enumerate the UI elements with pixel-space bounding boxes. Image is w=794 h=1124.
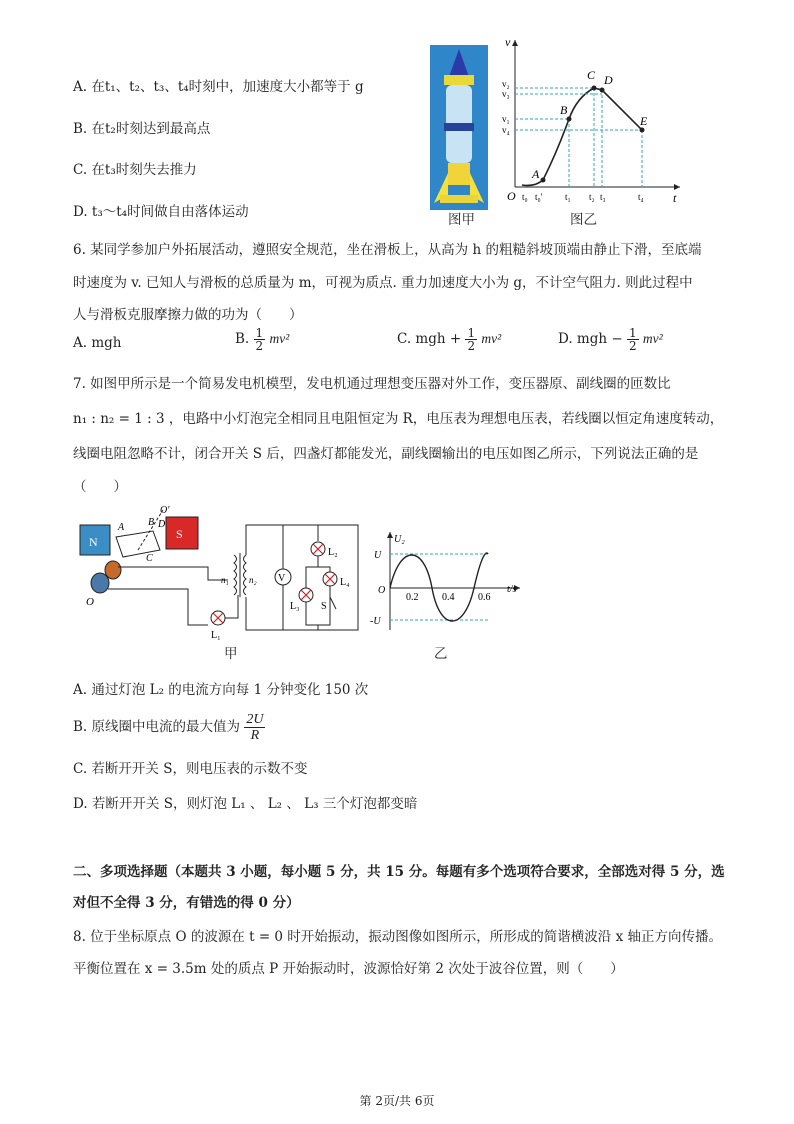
- q8-stem-2: 平衡位置在 x = 3.5m 处的质点 P 开始振动时，波源恰好第 2 次处于波谷位置，则（ ）: [73, 961, 624, 977]
- svg-text:S: S: [176, 527, 183, 541]
- q6-stem-3: 人与滑板克服摩擦力做的功为（ ）: [73, 307, 303, 323]
- q5-option-a: A. 在t₁、t₂、t₃、t₄时刻中，加速度大小都等于 g: [73, 79, 364, 95]
- wave-origin: O: [378, 585, 386, 596]
- svg-text:A: A: [118, 522, 125, 533]
- svg-text:L₃: L₃: [290, 601, 300, 612]
- wave-axis-y: U₂: [394, 534, 405, 545]
- tick-u: U: [374, 550, 382, 561]
- rocket-bottle-photo: [430, 45, 488, 210]
- q5-option-d: D. t₃～t₄时间做自由落体运动: [73, 204, 249, 220]
- axis-t-label: t: [673, 191, 677, 205]
- tick-t2: t₂: [589, 192, 595, 202]
- svg-text:D: D: [158, 519, 166, 530]
- svg-text:V: V: [278, 573, 286, 584]
- svg-text:O: O: [86, 596, 94, 608]
- page-footer: 第 2页/共 6页: [359, 1094, 435, 1108]
- tick-v3: v₃: [502, 89, 510, 99]
- tick-t3: t₃: [600, 192, 606, 202]
- wave-axis-x: t/s: [507, 584, 517, 595]
- tick-t1: t₁: [565, 192, 571, 202]
- svg-text:C: C: [146, 553, 153, 564]
- svg-text:n₁: n₁: [221, 575, 229, 585]
- svg-text:N: N: [89, 535, 98, 549]
- fig-yi-caption: 图乙: [570, 212, 597, 228]
- q7-stem-1: 7. 如图甲所示是一个简易发电机模型，发电机通过理想变压器对外工作，变压器原、副线圈的匝数比: [73, 376, 671, 392]
- point-e: E: [640, 114, 648, 128]
- generator-circuit-diagram: [78, 505, 368, 655]
- secondary-voltage-graph: [370, 530, 530, 640]
- section2-title-1: 二、多项选择题（本题共 3 小题，每小题 5 分，共 15 分。每题有多个选项符合要求，全部选对得 5 分，选: [73, 864, 725, 880]
- q7-option-d: D. 若断开开关 S，则灯泡 L₁ 、 L₂ 、 L₃ 三个灯泡都变暗: [73, 796, 418, 812]
- svg-text:B: B: [148, 517, 155, 528]
- point-b: B: [560, 103, 568, 117]
- q7-stem-2: n₁ : n₂ = 1 : 3 ，电路中小灯泡完全相同且电阻恒定为 R，电压表为理想电压表，若线圈以恒定角速度转动，: [73, 411, 724, 427]
- svg-text:L₄: L₄: [340, 577, 350, 588]
- tick-0-2: 0.2: [406, 592, 419, 603]
- q6-stem-1: 6. 某同学参加户外拓展活动，遵照安全规范，坐在滑板上，从高为 h 的粗糙斜坡顶端由静止下滑，至底端: [73, 242, 702, 258]
- q6-option-d: D. mgh − $\frac{1}{2}$ mv²: [558, 326, 663, 353]
- vt-graph: [495, 32, 695, 220]
- svg-text:O′: O′: [160, 505, 170, 516]
- tick-t4: t₄: [638, 192, 644, 202]
- point-d: D: [604, 73, 613, 87]
- q7-fig-yi-caption: 乙: [434, 646, 448, 662]
- point-c: C: [587, 68, 596, 82]
- q7-option-c: C. 若断开开关 S，则电压表的示数不变: [73, 761, 308, 777]
- tick-neg-u: -U: [370, 616, 381, 627]
- q7-option-b: B. 原线圈中电流的最大值为 $\frac{2U}{R}$: [73, 712, 264, 743]
- q6-option-a: A. mgh: [73, 335, 122, 351]
- q8-stem-1: 8. 位于坐标原点 O 的波源在 t = 0 时开始振动，振动图像如图所示，所形成的简谐横波沿 x 轴正方向传播。: [73, 929, 723, 945]
- svg-text:L₁: L₁: [211, 630, 221, 641]
- q6-option-c: C. mgh + $\frac{1}{2}$ mv²: [397, 326, 502, 353]
- fig-jia-caption: 图甲: [448, 212, 475, 228]
- svg-text:n₂: n₂: [249, 575, 257, 585]
- tick-v2: v₂: [502, 79, 510, 89]
- origin-label: O: [507, 189, 516, 203]
- tick-0-4: 0.4: [442, 592, 455, 603]
- axis-v-label: v: [505, 35, 511, 49]
- q5-option-c: C. 在t₃时刻失去推力: [73, 162, 197, 178]
- q6-option-b: B. $\frac{1}{2}$ mv²: [235, 326, 290, 353]
- tick-v4: v₄: [502, 125, 510, 135]
- tick-t0: t₀: [522, 192, 528, 202]
- q7-fig-jia-caption: 甲: [224, 646, 238, 662]
- svg-text:L₂: L₂: [328, 547, 338, 558]
- svg-text:S: S: [321, 601, 327, 612]
- tick-t0p: t₀′: [535, 192, 543, 202]
- q7-stem-3: 线圈电阻忽略不计，闭合开关 S 后，四盏灯都能发光，副线圈输出的电压如图乙所示，下列说法正确的是: [73, 446, 699, 462]
- q5-option-b: B. 在t₂时刻达到最高点: [73, 121, 211, 137]
- q6-stem-2: 时速度为 v. 已知人与滑板的总质量为 m，可视为质点. 重力加速度大小为 g，不计空气阻力. 则此过程中: [73, 275, 693, 291]
- q7-option-a: A. 通过灯泡 L₂ 的电流方向每 1 分钟变化 150 次: [73, 682, 369, 698]
- point-a: A: [532, 167, 540, 181]
- tick-0-6: 0.6: [478, 592, 491, 603]
- q7-stem-4: （ ）: [73, 479, 127, 495]
- tick-v1: v₁: [502, 114, 510, 124]
- section2-title-2: 对但不全得 3 分，有错选的得 0 分）: [73, 895, 300, 911]
